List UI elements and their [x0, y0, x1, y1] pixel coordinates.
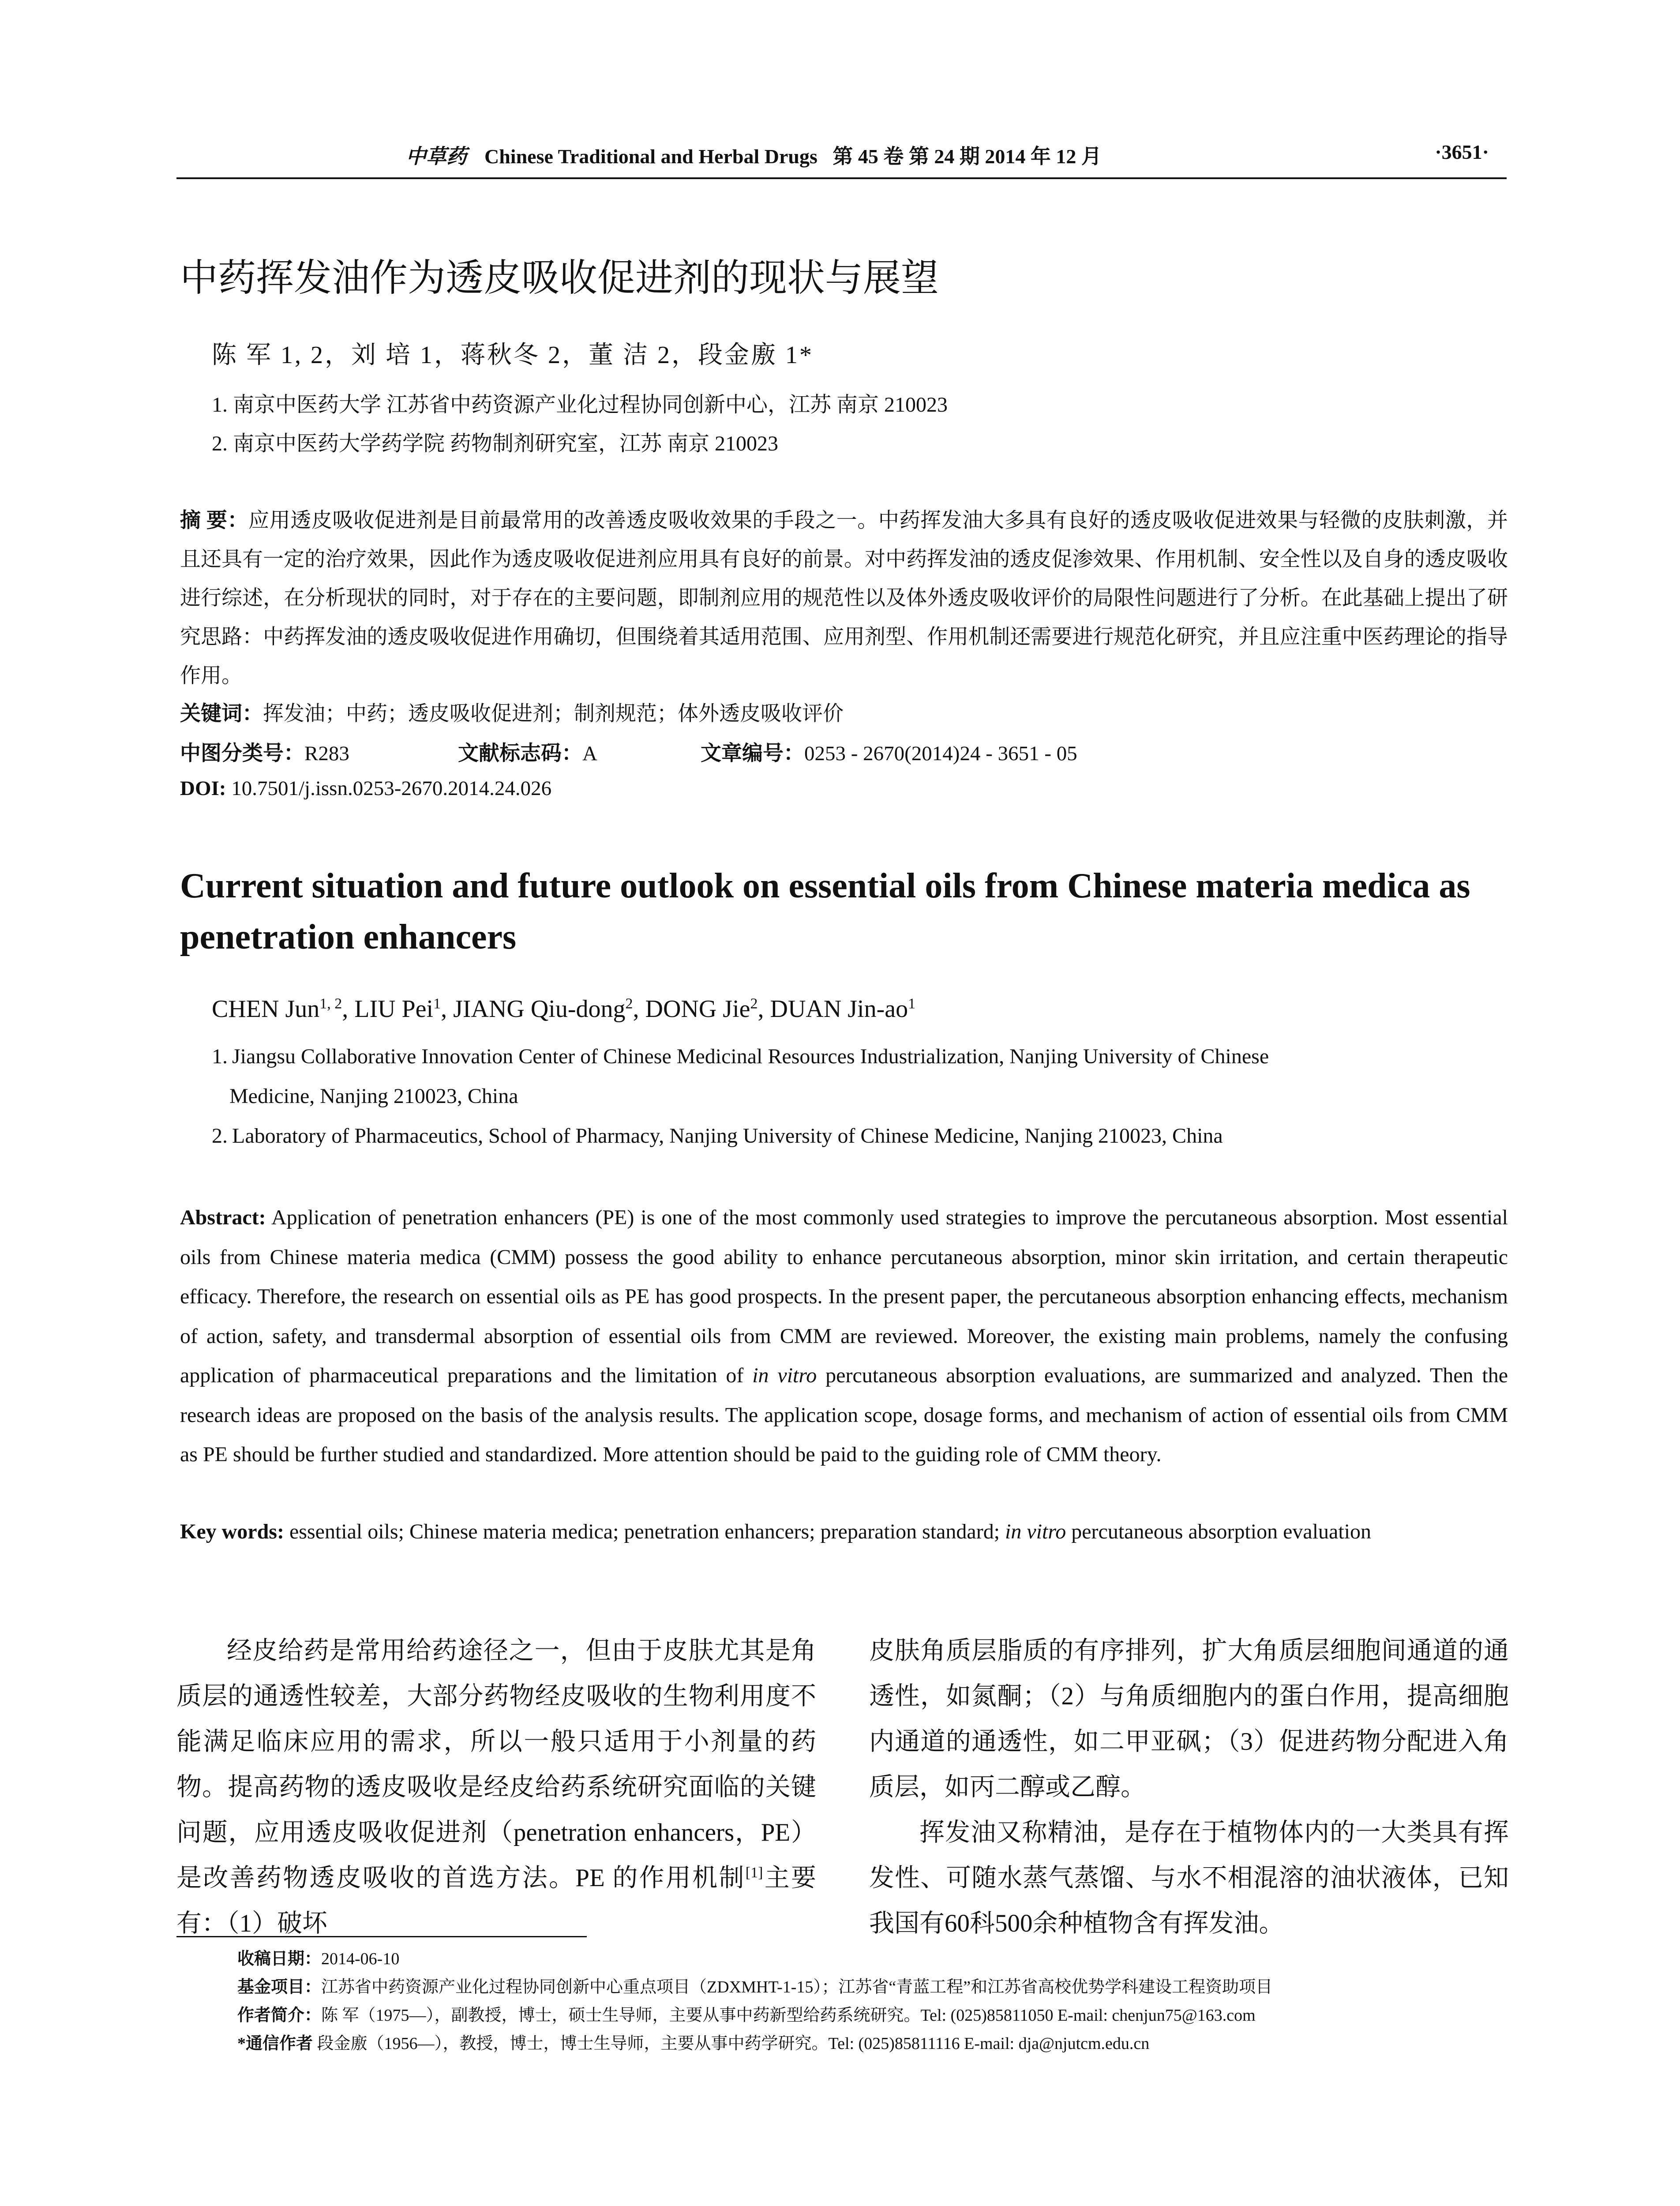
title-cn: 中药挥发油作为透皮吸收促进剂的现状与展望 [180, 256, 939, 300]
issue-info: 第 45 卷 第 24 期 2014 年 12 月 [832, 145, 1102, 168]
author-en: DONG Jie [645, 995, 750, 1023]
body-paragraph: 皮肤角质层脂质的有序排列，扩大角质层细胞间通道的通透性，如氮酮；（2）与角质细胞内的蛋白作用，提高细胞内通道的通透性，如二甲亚砜；（3）促进药物分配进入角质层，如丙二醇或乙醇。 [869, 1637, 1509, 1801]
abstract-en-label: Abstract: [180, 1206, 266, 1229]
article-number-label: 文章编号： [701, 742, 804, 765]
footnote-label: *通信作者 [237, 2034, 313, 2053]
keywords-en-text: percutaneous absorption evaluation [1066, 1520, 1372, 1543]
author-en-sup: 2 [750, 995, 758, 1012]
affiliation-en-line: Medicine, Nanjing 210023, China [229, 1084, 518, 1108]
abstract-cn-text: 应用透皮吸收促进剂是目前最常用的改善透皮吸收效果的手段之一。中药挥发油大多具有良好的透皮吸收促进效果与轻微的皮肤刺激，并且还具有一定的治疗效果，因此作为透皮吸收促进剂应用具有良好的前景。对中药挥发油的透皮促渗效果、作用机制、安全性以及自身的透皮吸收进行综述，在分析现状的同时，对于存在的主要问题，即制剂应用的规范性以及体外透皮吸收评价的局限性问题进行了分析。在此基础上提出了研究思路：中药挥发油的透皮吸收促进作用确切，但围绕着其适用范围、应用剂型、作用机制还需要进行规范化研究，并且应注重中医药理论的指导作用。 [180, 509, 1508, 687]
footnote-text: 江苏省中药资源产业化过程协同创新中心重点项目（ZDXMHT-1-15）；江苏省“青蓝工程”和江苏省高校优势学科建设工程资助项目 [321, 1978, 1273, 1996]
authors-en: CHEN Jun$^{1, 2}$, LIU Pei$^1$, JIANG Qiu-dong$^2$, DONG Jie$^2$, DUAN Jin-$ao^1$ [212, 995, 916, 1023]
keywords-cn-label: 关键词： [180, 702, 263, 725]
page-number: ·3651· [1435, 141, 1489, 163]
journal-name-en: Chinese Traditional and Herbal Drugs [484, 145, 818, 168]
author-en: DUAN Jin-ao [770, 995, 908, 1023]
affiliation-en-2 [212, 1116, 1509, 1156]
author-en: JIANG Qiu-dong [453, 995, 626, 1023]
body-column-right [869, 1628, 1509, 1946]
journal-name-cn: 中草药 [406, 145, 467, 168]
keywords-en-text: essential oils; Chinese materia medica; penetration enhancers; preparation standard; [284, 1520, 1005, 1543]
affiliation-en-line: Jiangsu Collaborative Innovation Center of Chinese Medicinal Resources Industrialization, Nanjing University of Chinese [232, 1045, 1269, 1068]
title-en: Current situation and future outlook on essential oils from Chinese materia medica as penetration enhancers [180, 867, 1470, 957]
body-paragraph: 挥发油又称精油，是存在于植物体内的一大类具有挥发性、可随水蒸气蒸馏、与水不相混溶的油状液体，已知我国有60科500余种植物含有挥发油。 [869, 1819, 1509, 1937]
doi-value: 10.7501/j.issn.0253-2670.2014.24.026 [231, 777, 552, 800]
footnote-text: 2014-06-10 [321, 1950, 400, 1968]
running-header [176, 140, 1507, 176]
document-code-label: 文献标志码： [458, 742, 582, 765]
footnote-funding [237, 1973, 1508, 1997]
running-header-left [406, 140, 1102, 169]
affiliation-en-number: 1. [212, 1045, 228, 1068]
affiliation-en-number: 2. [212, 1124, 228, 1148]
author-en-sup: 1 [908, 995, 916, 1012]
keywords-cn [180, 697, 1508, 727]
author-en-sup: 1 [433, 995, 441, 1012]
footnote-label: 基金项目： [237, 1978, 322, 1996]
keywords-cn-text: 挥发油；中药；透皮吸收促进剂；制剂规范；体外透皮吸收评价 [263, 702, 844, 725]
document-code-value: A [582, 742, 597, 765]
body-column-left [176, 1628, 816, 1946]
document-code [458, 737, 597, 766]
body-text: 主要有：（1）破坏 [176, 1864, 816, 1937]
body-text: 经皮给药是常用给药途径之一，但由于皮肤尤其是角质层的通透性较差，大部分药物经皮吸收的生物利用度不能满足临床应用的需求，所以一般只适用于小剂量的药物。提高药物的透皮吸收是经皮给药系统研究面临的关键问题，应用透皮吸收促进剂（penetration enhancers，PE）是改善药物透皮吸收的首选方法。PE 的作用机制 [176, 1637, 816, 1892]
clc-value: R283 [304, 742, 349, 765]
keywords-en [180, 1512, 1508, 1552]
author-en: CHEN Jun [212, 995, 320, 1023]
author-en: LIU Pei [354, 995, 434, 1023]
abstract-en-text: percutaneous absorption evaluations, are summarized and analyzed. Then the research ideas are proposed on the basis of the analysis results. The application scope, dosage forms, and mechanism of action of essential oils from CMM as PE should be further studied and standardized. More attention should be paid to the guiding role of CMM theory. [180, 1364, 1508, 1466]
author-en-sup: 2 [625, 995, 633, 1012]
footnote-text: 陈 军（1975—），副教授，博士，硕士生导师，主要从事中药新型给药系统研究。Tel: (025)85811050 E-mail: chenjun75@163.com [321, 2006, 1256, 2025]
affiliation-cn-2: 2. 南京中医药大学药学院 药物制剂研究室，江苏 南京 210023 [212, 432, 779, 455]
affiliation-en-1 [212, 1037, 1509, 1116]
clc-number [180, 737, 349, 766]
footnote-author [237, 2001, 1508, 2026]
article-number [701, 737, 1077, 766]
footnote-label: 作者简介： [237, 2006, 322, 2025]
author-en-sup: 1, 2 [319, 995, 342, 1012]
footnote-label: 收稿日期： [237, 1950, 322, 1968]
doi [180, 777, 551, 800]
doi-label: DOI: [180, 777, 226, 800]
body-paragraph [176, 1628, 816, 1946]
header-rule [176, 177, 1507, 179]
affiliation-en-line: Laboratory of Pharmaceutics, School of Pharmacy, Nanjing University of Chinese Medicine, Nanjing 210023, China [232, 1124, 1223, 1148]
footnote-text: 段金廒（1956—），教授，博士，博士生导师，主要从事中药学研究。Tel: (025)85811116 E-mail: dja@njutcm.edu.cn [313, 2034, 1150, 2053]
abstract-en-text: Application of penetration enhancers (PE) is one of the most commonly used strategies to improve the percutaneous absorption. Most essential oils from Chinese materia medica (CMM) possess the good ability to enhance percutaneous absorption, minor skin irritation, and certain therapeutic efficacy. Therefore, the research on essential oils as PE has good prospects. In the present paper, the percutaneous absorption enhancing effects, mechanism of action, safety, and transdermal absorption of essential oils from CMM are reviewed. Moreover, the existing main problems, namely the confusing application of pharmaceutical preparations and the limitation of [180, 1206, 1508, 1387]
footnote-received [237, 1945, 1508, 1969]
abstract-cn [180, 501, 1508, 695]
keywords-en-label: Key words: [180, 1520, 284, 1543]
article-number-value: 0253 - 2670(2014)24 - 3651 - 05 [804, 742, 1077, 765]
affiliation-cn-1: 1. 南京中医药大学 江苏省中药资源产业化过程协同创新中心，江苏 南京 210023 [212, 393, 948, 416]
keywords-en-italic: in vitro [1005, 1520, 1066, 1543]
reference-citation[interactable]: [1] [745, 1865, 763, 1881]
clc-label: 中图分类号： [180, 742, 304, 765]
footnote-corresponding [237, 2030, 1508, 2054]
abstract-en-italic: in vitro [752, 1364, 817, 1387]
abstract-cn-label: 摘 要： [180, 509, 249, 532]
abstract-en [180, 1198, 1508, 1474]
authors-cn: 陈 军 1, 2，刘 培 1，蒋秋冬 2，董 洁 2，段金廒 1* [212, 341, 814, 369]
classification-line [180, 737, 1508, 763]
footnote-rule [176, 1936, 587, 1937]
